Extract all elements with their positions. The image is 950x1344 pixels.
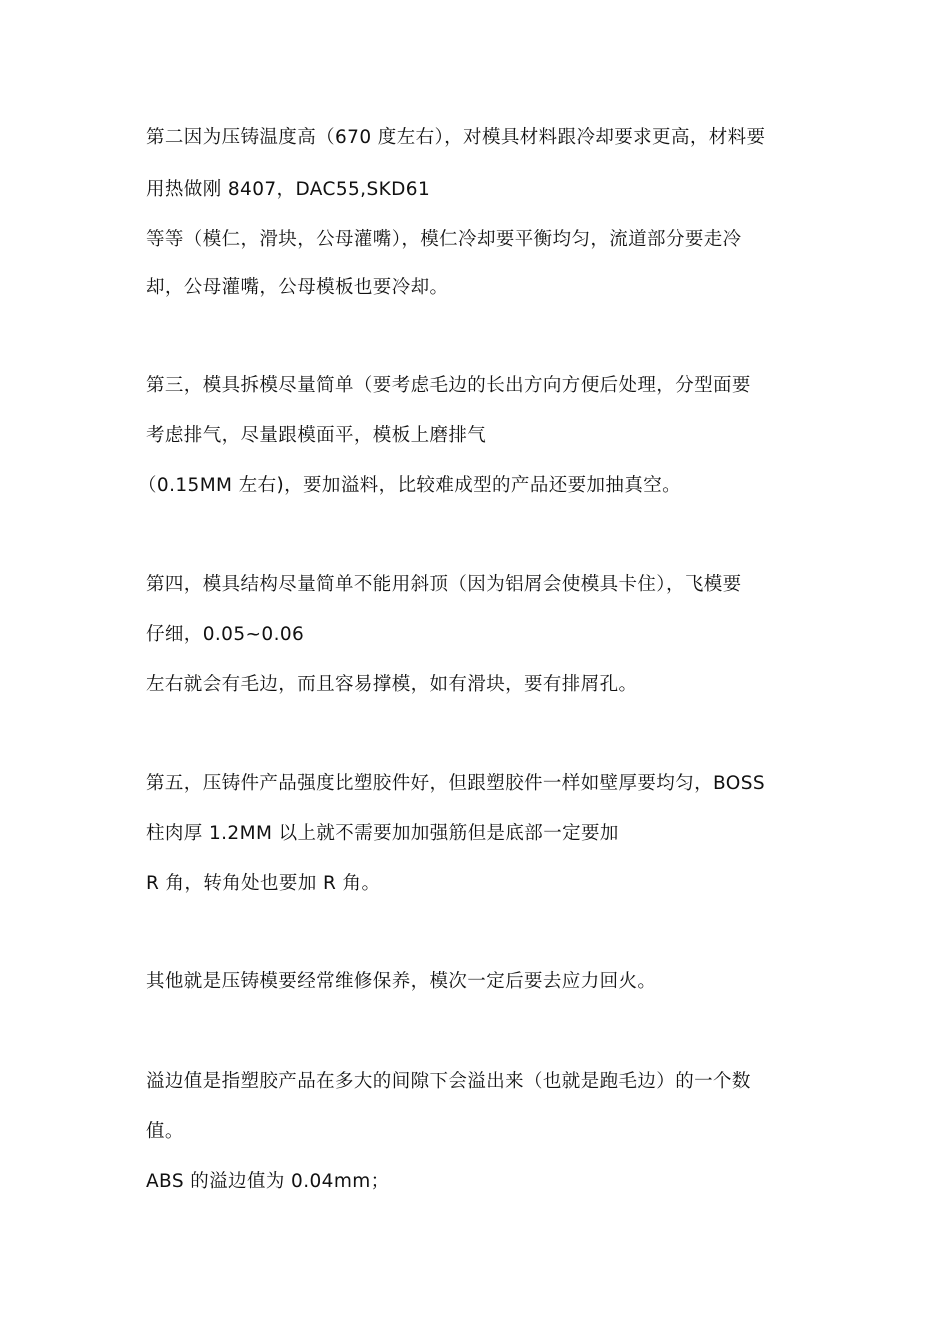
text-line-12: 柱肉厚 1.2MM 以上就不需要加加强筋但是底部一定要加 <box>146 823 619 844</box>
text-line-9: 仔细，0.05~0.06 <box>146 624 305 645</box>
text-line-13: R 角，转角处也要加 R 角。 <box>146 873 381 894</box>
text-line-3: 等等（模仁，滑块，公母灌嘴），模仁冷却要平衡均匀，流道部分要走冷 <box>146 229 742 250</box>
text-line-6: 考虑排气，尽量跟模面平，模板上磨排气 <box>146 425 487 446</box>
text-line-11: 第五，压铸件产品强度比塑胶件好，但跟塑胶件一样如壁厚要均匀，BOSS <box>146 773 766 794</box>
text-line-15: 溢边值是指塑胶产品在多大的间隙下会溢出来（也就是跑毛边）的一个数 <box>146 1071 751 1092</box>
text-line-17: ABS 的溢边值为 0.04mm； <box>146 1171 390 1192</box>
text-line-7: （0.15MM 左右)，要加溢料，比较难成型的产品还要加抽真空。 <box>138 475 682 496</box>
text-line-10: 左右就会有毛边，而且容易撑模，如有滑块，要有排屑孔。 <box>146 674 638 695</box>
text-line-1: 第二因为压铸温度高（670 度左右），对模具材料跟冷却要求更高，材料要 <box>146 127 766 148</box>
text-line-8: 第四，模具结构尽量简单不能用斜顶（因为铝屑会使模具卡住），飞模要 <box>146 574 742 595</box>
text-line-16: 值。 <box>146 1121 184 1142</box>
text-line-2: 用热做刚 8407，DAC55,SKD61 <box>146 179 431 200</box>
text-line-4: 却，公母灌嘴，公母模板也要冷却。 <box>146 277 449 298</box>
text-line-14: 其他就是压铸模要经常维修保养，模次一定后要去应力回火。 <box>146 971 657 992</box>
text-line-5: 第三，模具拆模尽量简单（要考虑毛边的长出方向方便后处理，分型面要 <box>146 375 751 396</box>
